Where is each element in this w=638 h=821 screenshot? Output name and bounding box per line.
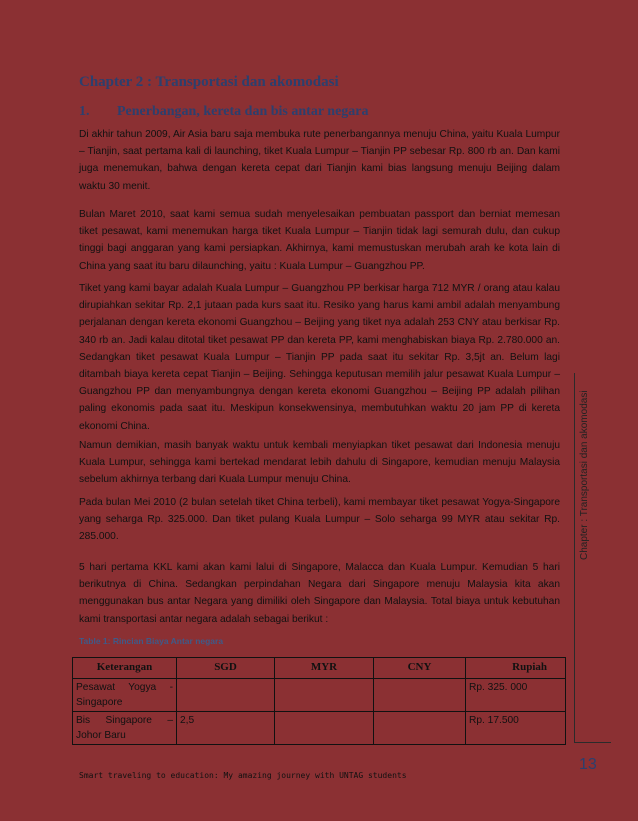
sidebar-chapter-label: Chapter : Transportasi dan akomodasi: [579, 390, 590, 560]
cell-myr: [275, 679, 374, 712]
chapter-title: Chapter 2 : Transportasi dan akomodasi: [79, 74, 339, 90]
table-row: [73, 679, 566, 712]
header-sgd: SGD: [177, 658, 275, 679]
paragraph-4: Namun demikian, masih banyak waktu untuk kembali menyiapkan tiket pesawat dari Indonesia menuju Kuala Lumpur, sehingga kami bertekad mendarat lebih dahulu di Singapore, kemudian menuju Malaysia sebelum akhirnya terbang dari Kuala Lumpur menuju China.: [79, 440, 560, 486]
page-number: 13: [579, 756, 597, 773]
page-number-rule: [574, 742, 611, 743]
cell-keterangan-line2: Johor Baru: [76, 730, 126, 741]
section-title: Penerbangan, kereta dan bis antar negara: [117, 104, 369, 119]
cell-keterangan: [73, 679, 177, 712]
cell-keterangan-line1: Pesawat Yogya -: [76, 682, 173, 693]
sidebar-divider: [574, 373, 575, 743]
paragraph-3: Tiket yang kami bayar adalah Kuala Lumpur – Guangzhou PP berkisar harga 712 MYR / orang atau kalau dirupiahkan sekitar Rp. 2,1 jutaan pada kurs saat itu. Resiko yang harus kami ambil adalah menyambung perjalanan dengan kereta ekonomi Guangzhou – Beijing yang tiket nya adalah 253 CNY atau berkisar Rp. 340 rb an. Jadi kalau ditotal tiket pesawat PP dan kereta PP, kami menghabiskan biaya Rp. 2.780.000 an. Sedangkan tiket pesawat Kuala Lumpur – Tianjin PP pada saat itu sekitar Rp. 3,5jt an. Belum lagi ditambah biaya kereta cepat Tianjin – Beijing. Sehingga keputusan memilih jalur pesawat Kuala Lumpur – Guangzhou PP dan menyambungnya dengan kereta ekonomi Guangzhou – Beijing PP adalah pilihan paling ekonomis pada saat itu. Meskipun konsekwensinya, membutuhkan waktu 20 jam PP di kereta ekonomi China.: [79, 283, 560, 432]
cell-keterangan: [73, 712, 177, 745]
cell-keterangan-line1: Bis Singapore –: [76, 715, 173, 726]
table-caption: Table 1: Rincian Biaya Antar negara: [79, 636, 224, 646]
page-footer: Smart traveling to education: My amazing journey with UNTAG students: [79, 771, 407, 780]
section-heading: [79, 104, 559, 120]
section-number: 1.: [79, 104, 90, 119]
cell-keterangan-line2: Singapore: [76, 697, 123, 708]
table-row: [73, 712, 566, 745]
paragraph-6: 5 hari pertama KKL kami akan kami lalui di Singapore, Malacca dan Kuala Lumpur. Kemudian 5 hari berikutnya di China. Sedangkan perpindahan Negara dari Singapore menuju Malaysia kita akan menggunakan bus antar Negara yang dimiliki oleh Singapore dan Malaysia. Total biaya untuk kebutuhan kami transportasi antar negara adalah sebagai berikut :: [79, 562, 560, 625]
header-rupiah: Rupiah: [466, 658, 566, 679]
table-header-row: [73, 658, 566, 679]
header-cny: CNY: [374, 658, 466, 679]
cost-table: [72, 657, 566, 745]
cell-myr: [275, 712, 374, 745]
cell-rupiah: Rp. 325. 000: [466, 679, 566, 712]
paragraph-5: Pada bulan Mei 2010 (2 bulan setelah tiket China terbeli), kami membayar tiket pesawat Yogya-Singapore yang seharga Rp. 325.000. Dan tiket pulang Kuala Lumpur – Solo seharga 99 MYR atau sekitar Rp. 285.000.: [79, 497, 560, 543]
header-keterangan: Keterangan: [73, 658, 177, 679]
paragraph-2: Bulan Maret 2010, saat kami semua sudah menyelesaikan pembuatan passport dan berniat memesan tiket pesawat, kami menemukan harga tiket Kuala Lumpur – Tianjin tidak lagi semurah dulu, dan cukup tinggi bagi anggaran yang kami persiapkan. Akhirnya, kami memustuskan merubah arah ke kota lain di China yang saat itu baru dilaunching, yaitu : Kuala Lumpur – Guangzhou PP.: [79, 209, 560, 272]
cell-cny: [374, 712, 466, 745]
cell-sgd: 2,5: [177, 712, 275, 745]
cell-sgd: [177, 679, 275, 712]
cell-cny: [374, 679, 466, 712]
cell-rupiah: Rp. 17.500: [466, 712, 566, 745]
paragraph-1: Di akhir tahun 2009, Air Asia baru saja membuka rute penerbangannya menuju China, yaitu Kuala Lumpur – Tianjin, saat pertama kali di launching, tiket Kuala Lumpur – Tianjin PP sebesar Rp. 800 rb an. Dan kami juga menemukan, bahwa dengan kereta cepat dari Tianjin kami bias langsung menuju Beijing dalam waktu 30 menit.: [79, 129, 560, 192]
header-myr: MYR: [275, 658, 374, 679]
